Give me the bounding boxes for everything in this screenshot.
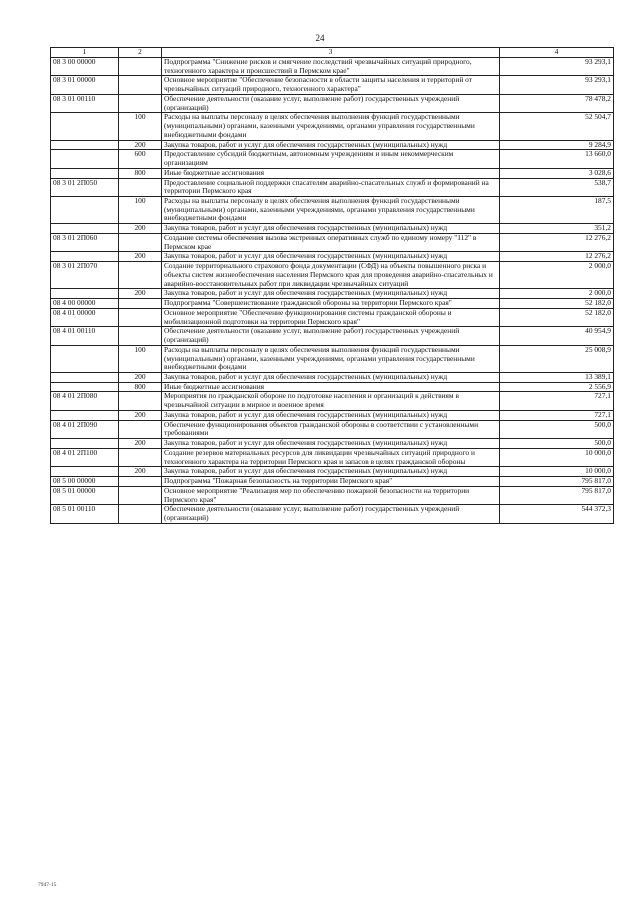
row-amount: 93 293,1 xyxy=(500,58,614,76)
row-amount: 500,0 xyxy=(500,420,614,438)
row-amount: 727,1 xyxy=(500,392,614,410)
row-name: Обеспечение деятельности (оказание услуг, выполнение работ) государственных учреждений (организаций) xyxy=(162,94,500,112)
table-row xyxy=(51,410,614,420)
row-code: 08 3 01 2П060 xyxy=(51,233,119,251)
table-row xyxy=(51,392,614,410)
table-row xyxy=(51,345,614,372)
row-expense-type: 800 xyxy=(119,382,162,392)
row-amount: 13 389,1 xyxy=(500,372,614,382)
row-code: 08 3 01 2П050 xyxy=(51,178,119,196)
row-name: Иные бюджетные ассигнования xyxy=(162,168,500,178)
row-code: 08 3 00 00000 xyxy=(51,58,119,76)
table-row xyxy=(51,252,614,262)
row-code: 08 4 01 00000 xyxy=(51,308,119,326)
table-row xyxy=(51,113,614,140)
row-code: 08 4 01 00110 xyxy=(51,327,119,345)
row-amount: 52 182,0 xyxy=(500,308,614,326)
table-row xyxy=(51,289,614,299)
row-name: Предоставление субсидий бюджетным, автономным учреждениям и иным некоммерческим организациям xyxy=(162,150,500,168)
table-row xyxy=(51,262,614,289)
row-name: Создание резервов материальных ресурсов для ликвидации чрезвычайных ситуаций природного и техногенного характера на территории Пермского края и запасов в целях гражданской обороны xyxy=(162,448,500,466)
row-amount: 795 817,0 xyxy=(500,477,614,487)
table-row xyxy=(51,372,614,382)
row-code xyxy=(51,113,119,140)
row-amount: 93 293,1 xyxy=(500,76,614,94)
row-code xyxy=(51,252,119,262)
table-row xyxy=(51,448,614,466)
row-code: 08 4 01 2П090 xyxy=(51,420,119,438)
table-row xyxy=(51,477,614,487)
row-code xyxy=(51,140,119,150)
row-name: Закупка товаров, работ и услуг для обеспечения государственных (муниципальных) нужд xyxy=(162,439,500,449)
table-row xyxy=(51,505,614,523)
row-name: Основное мероприятие "Обеспечение безопасности в области защиты населения и территорий от чрезвычайных ситуаций природного, техногенного характера" xyxy=(162,76,500,94)
row-amount: 2 000,0 xyxy=(500,289,614,299)
table-row xyxy=(51,308,614,326)
row-expense-type xyxy=(119,94,162,112)
row-expense-type: 200 xyxy=(119,372,162,382)
table-row xyxy=(51,486,614,504)
row-amount: 2 000,0 xyxy=(500,262,614,289)
row-expense-type xyxy=(119,299,162,309)
row-name: Расходы на выплаты персоналу в целях обеспечения выполнения функций государственными (муниципальными) органами, казенными учреждениями, органами управления государственными внебюджетными фондами xyxy=(162,197,500,224)
row-amount: 795 817,0 xyxy=(500,486,614,504)
row-name: Расходы на выплаты персоналу в целях обеспечения выполнения функций государственными (муниципальными) органами, казенными учреждениями, органами управления государственными внебюджетными фондами xyxy=(162,345,500,372)
row-expense-type: 100 xyxy=(119,113,162,140)
table-header-row xyxy=(51,48,614,58)
row-expense-type xyxy=(119,58,162,76)
row-amount: 52 182,0 xyxy=(500,299,614,309)
row-name: Подпрограмма "Пожарная безопасность на территории Пермского края" xyxy=(162,477,500,487)
row-code: 08 3 01 00110 xyxy=(51,94,119,112)
row-name: Иные бюджетные ассигнования xyxy=(162,382,500,392)
table-row xyxy=(51,467,614,477)
table-row xyxy=(51,382,614,392)
row-expense-type xyxy=(119,392,162,410)
row-code: 08 5 00 00000 xyxy=(51,477,119,487)
budget-table xyxy=(50,47,614,524)
row-amount: 13 660,0 xyxy=(500,150,614,168)
row-code: 08 5 01 00110 xyxy=(51,505,119,523)
row-name: Закупка товаров, работ и услуг для обеспечения государственных (муниципальных) нужд xyxy=(162,467,500,477)
table-row xyxy=(51,168,614,178)
row-name: Расходы на выплаты персоналу в целях обеспечения выполнения функций государственными (муниципальными) органами, казенными учреждениями, органами управления государственными внебюджетными фондами xyxy=(162,113,500,140)
row-expense-type: 200 xyxy=(119,467,162,477)
row-amount: 544 372,3 xyxy=(500,505,614,523)
row-amount: 12 276,2 xyxy=(500,233,614,251)
row-amount: 9 284,9 xyxy=(500,140,614,150)
row-name: Закупка товаров, работ и услуг для обеспечения государственных (муниципальных) нужд xyxy=(162,410,500,420)
table-row xyxy=(51,197,614,224)
row-expense-type xyxy=(119,262,162,289)
row-code: 08 4 00 00000 xyxy=(51,299,119,309)
row-amount: 2 556,9 xyxy=(500,382,614,392)
row-name: Подпрограмма "Совершенствование гражданской обороны на территории Пермского края" xyxy=(162,299,500,309)
row-expense-type: 200 xyxy=(119,224,162,234)
row-code: 08 4 01 2П080 xyxy=(51,392,119,410)
row-amount: 727,1 xyxy=(500,410,614,420)
header-col-1: 1 xyxy=(51,48,119,58)
row-amount: 12 276,2 xyxy=(500,252,614,262)
row-code xyxy=(51,224,119,234)
row-code xyxy=(51,289,119,299)
row-amount: 351,2 xyxy=(500,224,614,234)
row-name: Создание территориального страхового фонда документации (СФД) на объекты повышенного риска и объекты систем жизнеобеспечения населения Пермского края для проведения аварийно-спасательных и аварийно-восстановительных работ при ликвидации чрезвычайных ситуаций xyxy=(162,262,500,289)
row-code xyxy=(51,197,119,224)
row-name: Закупка товаров, работ и услуг для обеспечения государственных (муниципальных) нужд xyxy=(162,224,500,234)
row-expense-type: 200 xyxy=(119,289,162,299)
row-expense-type xyxy=(119,308,162,326)
row-name: Закупка товаров, работ и услуг для обеспечения государственных (муниципальных) нужд xyxy=(162,372,500,382)
row-code xyxy=(51,382,119,392)
table-row xyxy=(51,94,614,112)
row-expense-type: 800 xyxy=(119,168,162,178)
row-expense-type xyxy=(119,486,162,504)
row-name: Подпрограмма "Снижение рисков и смягчение последствий чрезвычайных ситуаций природного, техногенного характера и происшествий в Пермском крае" xyxy=(162,58,500,76)
row-code: 08 3 01 00000 xyxy=(51,76,119,94)
row-code: 08 5 01 00000 xyxy=(51,486,119,504)
row-code xyxy=(51,168,119,178)
row-expense-type xyxy=(119,76,162,94)
table-row xyxy=(51,58,614,76)
row-expense-type: 600 xyxy=(119,150,162,168)
row-expense-type: 200 xyxy=(119,252,162,262)
row-name: Мероприятия по гражданской обороне по подготовке населения и организаций к действиям в чрезвычайной ситуации в мирное и военное время xyxy=(162,392,500,410)
row-expense-type: 100 xyxy=(119,345,162,372)
row-name: Закупка товаров, работ и услуг для обеспечения государственных (муниципальных) нужд xyxy=(162,289,500,299)
table-row xyxy=(51,327,614,345)
row-amount: 52 504,7 xyxy=(500,113,614,140)
row-code xyxy=(51,439,119,449)
row-expense-type xyxy=(119,233,162,251)
row-name: Создание системы обеспечения вызова экстренных оперативных служб по единому номеру "112" в Пермском крае xyxy=(162,233,500,251)
table-row xyxy=(51,299,614,309)
header-col-2: 2 xyxy=(119,48,162,58)
row-amount: 10 000,0 xyxy=(500,467,614,477)
table-body xyxy=(51,58,614,524)
table-row xyxy=(51,233,614,251)
row-name: Обеспечение деятельности (оказание услуг, выполнение работ) государственных учреждений (организаций) xyxy=(162,327,500,345)
row-name: Основное мероприятие "Реализация мер по обеспечению пожарной безопасности на территории Пермского края" xyxy=(162,486,500,504)
table-row xyxy=(51,420,614,438)
header-col-4: 4 xyxy=(500,48,614,58)
table-row xyxy=(51,76,614,94)
row-amount: 3 028,6 xyxy=(500,168,614,178)
row-name: Закупка товаров, работ и услуг для обеспечения государственных (муниципальных) нужд xyxy=(162,140,500,150)
row-expense-type xyxy=(119,178,162,196)
row-expense-type: 200 xyxy=(119,439,162,449)
row-code: 08 4 01 2П100 xyxy=(51,448,119,466)
row-expense-type xyxy=(119,448,162,466)
table-row xyxy=(51,224,614,234)
row-name: Закупка товаров, работ и услуг для обеспечения государственных (муниципальных) нужд xyxy=(162,252,500,262)
row-code xyxy=(51,372,119,382)
page-number: 24 xyxy=(315,33,325,43)
table-row xyxy=(51,439,614,449)
row-code xyxy=(51,150,119,168)
row-amount: 40 954,9 xyxy=(500,327,614,345)
row-code xyxy=(51,467,119,477)
row-name: Обеспечение деятельности (оказание услуг, выполнение работ) государственных учреждений (организаций) xyxy=(162,505,500,523)
row-code xyxy=(51,410,119,420)
row-name: Обеспечение функционирования объектов гражданской обороны в соответствии с установленными требованиями xyxy=(162,420,500,438)
row-expense-type xyxy=(119,505,162,523)
row-name: Основное мероприятие "Обеспечение функционирования системы гражданской обороны и мобилизационной подготовки на территории Пермского края" xyxy=(162,308,500,326)
row-code xyxy=(51,345,119,372)
row-expense-type xyxy=(119,420,162,438)
row-amount: 187,5 xyxy=(500,197,614,224)
row-amount: 25 008,9 xyxy=(500,345,614,372)
row-expense-type xyxy=(119,327,162,345)
footer-code: 7947-15 xyxy=(38,882,57,888)
table-row xyxy=(51,150,614,168)
row-name: Предоставление социальной поддержки спасателям аварийно-спасательных служб и формирований на территории Пермского края xyxy=(162,178,500,196)
row-expense-type: 200 xyxy=(119,140,162,150)
header-col-3: 3 xyxy=(162,48,500,58)
row-amount: 78 478,2 xyxy=(500,94,614,112)
row-expense-type xyxy=(119,477,162,487)
table-row xyxy=(51,140,614,150)
row-expense-type: 200 xyxy=(119,410,162,420)
row-code: 08 3 01 2П070 xyxy=(51,262,119,289)
row-expense-type: 100 xyxy=(119,197,162,224)
row-amount: 538,7 xyxy=(500,178,614,196)
row-amount: 500,0 xyxy=(500,439,614,449)
row-amount: 10 000,0 xyxy=(500,448,614,466)
table-row xyxy=(51,178,614,196)
